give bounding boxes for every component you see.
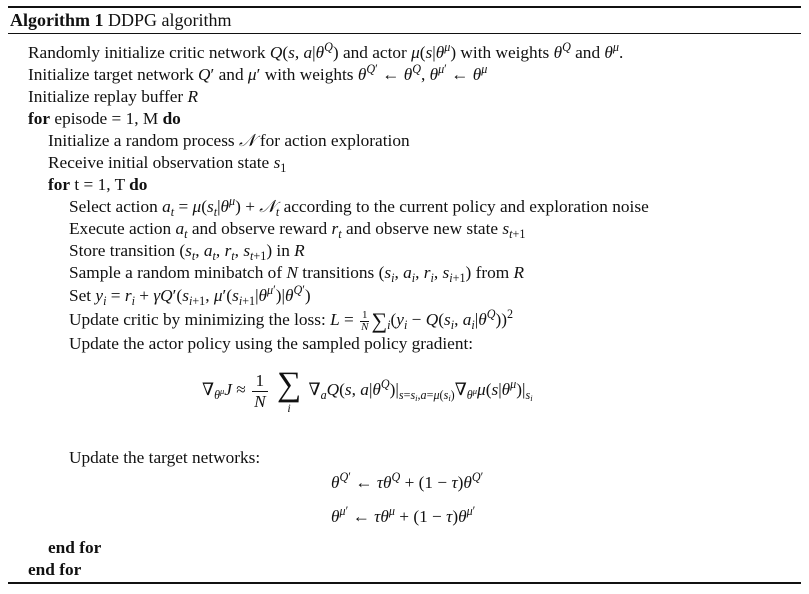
target-actor-update-equation: $\theta^{\mu'}$ ← $\tau\theta^\mu + (1 - \tau)\theta^{\mu'}$ [331,504,476,526]
line-update-target: Update the target networks: [69,448,261,467]
line-for-t: for t = 1, T do [48,175,148,194]
top-rule [8,6,801,8]
algorithm-caption [10,9,232,31]
line-update-critic: Update critic by minimizing the loss: L = $\frac{1}{N}$ $\sum_i(y_i - Q(s_i$, $a_i|\theta^Q))^2$ [69,307,514,333]
line-execute-action: Execute action $a_t$ and observe reward $r_t$ and observe new state $s_{t+1}$ [69,219,526,241]
line-for-episode: for episode = 1, M do [28,109,181,128]
line-store-transition: Store transition ($s_t$, $a_t$, $r_t$, $s_{t+1}$) in R [69,241,305,263]
line-sample-minibatch: Sample a random minibatch of N transitions ($s_i$, $a_i$, $r_i$, $s_{i+1}$) from R [69,263,525,285]
line-init-noise: Initialize a random process 𝒩 for action exploration [48,131,410,150]
policy-gradient-equation: $\nabla_{\theta^\mu}J$ ≈ $\frac{1}{N}$ ∑ i $\nabla_aQ(s$, $a|\theta^Q)|_{s=s_i,a=\mu(s_i)}\nabla_{\theta^\mu}\mu(s|\theta^\mu)|_{s_i}$ [202,366,533,415]
line-init-buffer: Initialize replay buffer R [28,87,199,106]
caption-rule [8,33,801,34]
bottom-rule [8,582,801,584]
algorithm-title: DDPG algorithm [108,10,232,30]
line-set-target: Set $y_i = r_i + \gamma Q'(s_{i+1}$, $\mu'(s_{i+1}|\theta^{\mu'})|\theta^{Q'}$) [69,283,311,308]
line-end-for-inner: end for [48,538,102,557]
line-init-target: Initialize target network Q′ and μ′ with weights $\theta^{Q'}$ ← $\theta^Q$, $\theta^{\mu'}$ ← $\theta^\mu$ [28,62,488,84]
algorithm-number: Algorithm 1 [10,10,104,30]
line-receive-obs: Receive initial observation state $s_1$ [48,153,287,175]
line-end-for-outer: end for [28,560,82,579]
target-critic-update-equation: $\theta^{Q'}$ ← $\tau\theta^Q + (1 - \tau)\theta^{Q'}$ [331,470,484,492]
line-init-networks: Randomly initialize critic network Q(s, $a|\theta^Q$) and actor $\mu(s|\theta^\mu)$ with weights $\theta^Q$ and $\theta^\mu$. [28,40,624,62]
line-select-action: Select action $a_t = \mu(s_t|\theta^\mu)$ + 𝒩$_t$ according to the current policy and exploration noise [69,194,649,219]
line-update-actor: Update the actor policy using the sampled policy gradient: [69,334,474,353]
